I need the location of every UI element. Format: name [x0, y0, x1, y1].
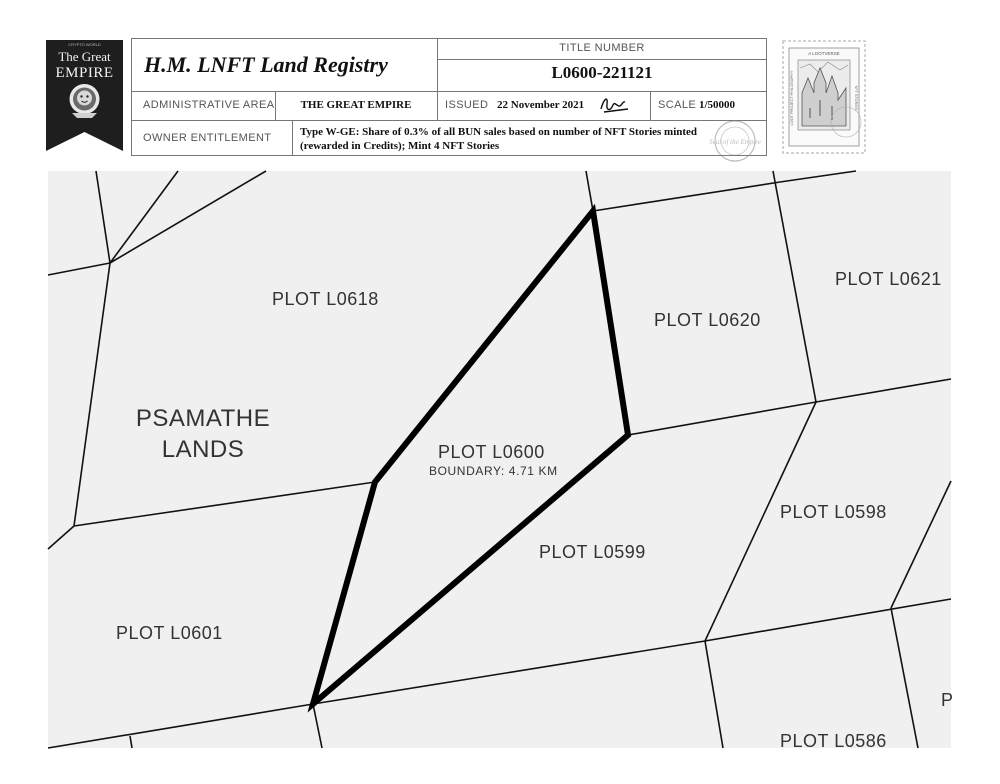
- castle-illustration-icon: [798, 60, 850, 130]
- title-number-value: L0600-221121: [551, 63, 653, 82]
- region-label-line1: PSAMATHE: [135, 405, 271, 432]
- plot-label-l0599[interactable]: PLOT L0599: [539, 542, 646, 562]
- admin-area-label: ADMINISTRATIVE AREA: [143, 99, 275, 111]
- plot-label-l0601[interactable]: PLOT L0601: [116, 623, 223, 643]
- plot-label-l0618[interactable]: PLOT L0618: [272, 289, 379, 309]
- empire-banner: [46, 40, 123, 151]
- scale-label: SCALE: [658, 99, 697, 111]
- plot-label-l0598[interactable]: PLOT L0598: [780, 502, 887, 522]
- banner-line2: EMPIRE: [55, 65, 114, 81]
- scale-value: 1/50000: [699, 99, 736, 111]
- empire-seal-icon: [706, 118, 764, 164]
- issued-label: ISSUED: [445, 99, 489, 111]
- stamp-side-right: NFT STORIES: [854, 85, 858, 111]
- owner-entitlement-label: OWNER ENTITLEMENT: [143, 132, 272, 144]
- plot-map: [48, 171, 954, 751]
- plot-label-edge[interactable]: P: [941, 690, 954, 710]
- banner-tiny-text: CRYPTO WORLD: [68, 42, 101, 47]
- lootverse-stamp: [780, 38, 868, 156]
- plot-boundary-length: BOUNDARY: 4.71 KM: [429, 464, 558, 478]
- plot-label-l0586[interactable]: PLOT L0586: [780, 731, 887, 751]
- banner-line1: The Great: [58, 49, 111, 64]
- seal-text: Seal of the Empire: [709, 138, 761, 146]
- stamp-side-left: LOOT PROJECT PHILOSOPHY: [790, 70, 794, 126]
- registry-title: H.M. LNFT Land Registry: [144, 52, 388, 77]
- signature-icon: [598, 94, 632, 116]
- plot-label-selected[interactable]: PLOT L0600: [438, 442, 545, 462]
- title-number-label: TITLE NUMBER: [559, 42, 645, 54]
- admin-area-value: THE GREAT EMPIRE: [300, 99, 412, 111]
- owner-entitlement-line2: (rewarded in Credits); Mint 4 NFT Stories: [300, 140, 500, 152]
- owner-entitlement-value: [300, 125, 697, 153]
- stamp-top-text: A LOOTVERSE: [808, 51, 840, 56]
- registry-header-table: [131, 38, 767, 156]
- issued-date: 22 November 2021: [497, 99, 585, 111]
- region-label: [118, 403, 288, 465]
- plot-label-l0620[interactable]: PLOT L0620: [654, 310, 761, 330]
- owner-entitlement-line1: Type W-GE: Share of 0.3% of all BUN sales based on number of NFT Stories minted: [300, 126, 698, 138]
- region-label-line2: LANDS: [161, 436, 245, 463]
- plot-label-l0621[interactable]: PLOT L0621: [835, 269, 942, 289]
